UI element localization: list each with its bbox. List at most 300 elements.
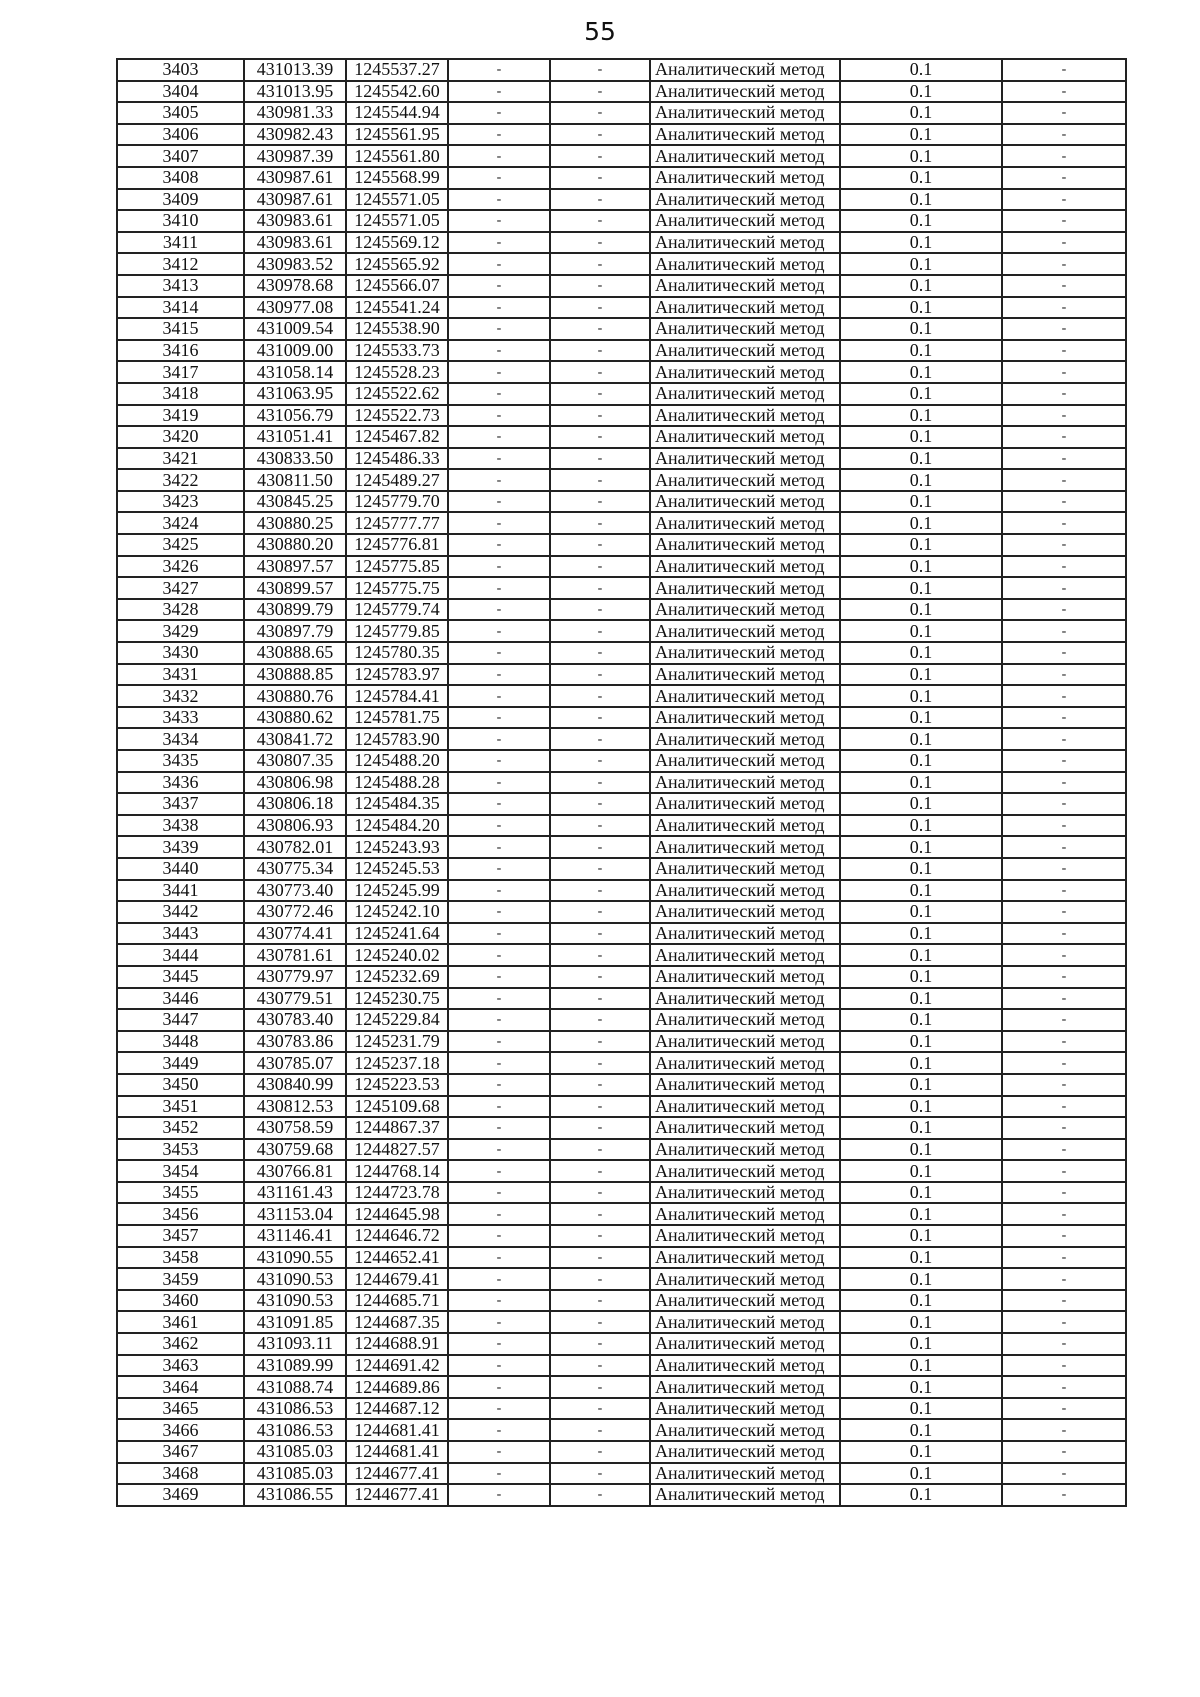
table-row — [117, 1311, 1126, 1333]
cell-point-number: 3409 — [117, 189, 244, 211]
cell-col-4: - — [448, 901, 550, 923]
cell-col-4: - — [448, 620, 550, 642]
cell-accuracy: 0.1 — [840, 1355, 1002, 1377]
cell-col-8: - — [1002, 1096, 1126, 1118]
cell-x-coordinate: 431146.41 — [244, 1225, 346, 1247]
cell-method: Аналитический метод — [650, 664, 840, 686]
cell-method: Аналитический метод — [650, 1247, 840, 1269]
cell-col-8: - — [1002, 1139, 1126, 1161]
cell-col-5: - — [550, 405, 650, 427]
cell-col-5: - — [550, 944, 650, 966]
cell-method: Аналитический метод — [650, 1376, 840, 1398]
cell-x-coordinate: 430987.61 — [244, 189, 346, 211]
cell-method: Аналитический метод — [650, 707, 840, 729]
cell-point-number: 3456 — [117, 1203, 244, 1225]
cell-col-8: - — [1002, 642, 1126, 664]
cell-x-coordinate: 430987.39 — [244, 145, 346, 167]
cell-col-8: - — [1002, 1247, 1126, 1269]
table-row — [117, 599, 1126, 621]
cell-col-4: - — [448, 815, 550, 837]
cell-col-5: - — [550, 815, 650, 837]
cell-point-number: 3418 — [117, 383, 244, 405]
cell-col-8: - — [1002, 1441, 1126, 1463]
cell-method: Аналитический метод — [650, 1419, 840, 1441]
cell-y-coordinate: 1245488.20 — [346, 750, 448, 772]
table-row — [117, 1247, 1126, 1269]
cell-point-number: 3463 — [117, 1355, 244, 1377]
table-row — [117, 620, 1126, 642]
cell-point-number: 3468 — [117, 1463, 244, 1485]
cell-col-8: - — [1002, 145, 1126, 167]
cell-col-5: - — [550, 275, 650, 297]
cell-col-8: - — [1002, 685, 1126, 707]
cell-method: Аналитический метод — [650, 102, 840, 124]
cell-x-coordinate: 430766.81 — [244, 1160, 346, 1182]
table-row — [117, 1290, 1126, 1312]
cell-col-4: - — [448, 772, 550, 794]
cell-y-coordinate: 1244867.37 — [346, 1117, 448, 1139]
cell-accuracy: 0.1 — [840, 297, 1002, 319]
cell-point-number: 3439 — [117, 836, 244, 858]
cell-method: Аналитический метод — [650, 145, 840, 167]
cell-accuracy: 0.1 — [840, 383, 1002, 405]
cell-col-4: - — [448, 750, 550, 772]
cell-col-5: - — [550, 793, 650, 815]
cell-col-8: - — [1002, 469, 1126, 491]
table-row — [117, 469, 1126, 491]
cell-col-8: - — [1002, 1311, 1126, 1333]
cell-method: Аналитический метод — [650, 361, 840, 383]
cell-accuracy: 0.1 — [840, 81, 1002, 103]
cell-y-coordinate: 1244723.78 — [346, 1182, 448, 1204]
cell-method: Аналитический метод — [650, 599, 840, 621]
cell-col-5: - — [550, 1031, 650, 1053]
cell-col-8: - — [1002, 1398, 1126, 1420]
cell-x-coordinate: 431090.53 — [244, 1290, 346, 1312]
cell-col-8: - — [1002, 1031, 1126, 1053]
cell-method: Аналитический метод — [650, 620, 840, 642]
cell-x-coordinate: 430880.20 — [244, 534, 346, 556]
table-row — [117, 685, 1126, 707]
cell-col-5: - — [550, 210, 650, 232]
cell-x-coordinate: 430880.62 — [244, 707, 346, 729]
cell-method: Аналитический метод — [650, 59, 840, 81]
cell-x-coordinate: 430806.18 — [244, 793, 346, 815]
cell-col-5: - — [550, 297, 650, 319]
cell-method: Аналитический метод — [650, 1441, 840, 1463]
cell-accuracy: 0.1 — [840, 1419, 1002, 1441]
cell-col-5: - — [550, 469, 650, 491]
cell-point-number: 3417 — [117, 361, 244, 383]
cell-y-coordinate: 1245783.90 — [346, 728, 448, 750]
cell-method: Аналитический метод — [650, 944, 840, 966]
cell-x-coordinate: 430779.97 — [244, 966, 346, 988]
cell-accuracy: 0.1 — [840, 1096, 1002, 1118]
cell-point-number: 3404 — [117, 81, 244, 103]
cell-col-4: - — [448, 1268, 550, 1290]
cell-method: Аналитический метод — [650, 901, 840, 923]
cell-x-coordinate: 431085.03 — [244, 1441, 346, 1463]
cell-y-coordinate: 1245542.60 — [346, 81, 448, 103]
table-body — [117, 59, 1126, 1506]
cell-point-number: 3421 — [117, 448, 244, 470]
cell-x-coordinate: 430782.01 — [244, 836, 346, 858]
cell-accuracy: 0.1 — [840, 1182, 1002, 1204]
cell-x-coordinate: 431161.43 — [244, 1182, 346, 1204]
cell-point-number: 3440 — [117, 858, 244, 880]
table-row — [117, 664, 1126, 686]
cell-col-5: - — [550, 880, 650, 902]
cell-y-coordinate: 1245561.95 — [346, 124, 448, 146]
cell-col-5: - — [550, 728, 650, 750]
cell-col-8: - — [1002, 772, 1126, 794]
cell-point-number: 3448 — [117, 1031, 244, 1053]
cell-col-5: - — [550, 383, 650, 405]
cell-col-4: - — [448, 1419, 550, 1441]
cell-point-number: 3406 — [117, 124, 244, 146]
cell-point-number: 3443 — [117, 923, 244, 945]
cell-col-8: - — [1002, 275, 1126, 297]
cell-accuracy: 0.1 — [840, 232, 1002, 254]
cell-col-5: - — [550, 923, 650, 945]
cell-col-8: - — [1002, 664, 1126, 686]
table-row — [117, 145, 1126, 167]
cell-y-coordinate: 1245779.70 — [346, 491, 448, 513]
cell-accuracy: 0.1 — [840, 664, 1002, 686]
cell-accuracy: 0.1 — [840, 1203, 1002, 1225]
cell-x-coordinate: 430774.41 — [244, 923, 346, 945]
cell-y-coordinate: 1245777.77 — [346, 512, 448, 534]
cell-col-5: - — [550, 1484, 650, 1506]
cell-method: Аналитический метод — [650, 1074, 840, 1096]
table-row — [117, 642, 1126, 664]
cell-method: Аналитический метод — [650, 685, 840, 707]
cell-accuracy: 0.1 — [840, 728, 1002, 750]
cell-point-number: 3427 — [117, 577, 244, 599]
cell-y-coordinate: 1245488.28 — [346, 772, 448, 794]
cell-x-coordinate: 430888.65 — [244, 642, 346, 664]
cell-point-number: 3425 — [117, 534, 244, 556]
cell-col-5: - — [550, 1376, 650, 1398]
cell-y-coordinate: 1245240.02 — [346, 944, 448, 966]
cell-col-8: - — [1002, 620, 1126, 642]
table-row — [117, 923, 1126, 945]
table-row — [117, 1203, 1126, 1225]
cell-point-number: 3428 — [117, 599, 244, 621]
cell-col-8: - — [1002, 1074, 1126, 1096]
cell-point-number: 3466 — [117, 1419, 244, 1441]
cell-point-number: 3442 — [117, 901, 244, 923]
cell-point-number: 3464 — [117, 1376, 244, 1398]
cell-x-coordinate: 431051.41 — [244, 426, 346, 448]
cell-col-8: - — [1002, 491, 1126, 513]
cell-method: Аналитический метод — [650, 448, 840, 470]
cell-col-4: - — [448, 1441, 550, 1463]
cell-point-number: 3414 — [117, 297, 244, 319]
cell-point-number: 3419 — [117, 405, 244, 427]
cell-col-5: - — [550, 707, 650, 729]
cell-y-coordinate: 1245533.73 — [346, 340, 448, 362]
cell-y-coordinate: 1245571.05 — [346, 210, 448, 232]
cell-col-4: - — [448, 124, 550, 146]
cell-method: Аналитический метод — [650, 1484, 840, 1506]
cell-method: Аналитический метод — [650, 1311, 840, 1333]
table-row — [117, 253, 1126, 275]
cell-x-coordinate: 430807.35 — [244, 750, 346, 772]
table-row — [117, 1096, 1126, 1118]
cell-accuracy: 0.1 — [840, 836, 1002, 858]
cell-point-number: 3462 — [117, 1333, 244, 1355]
cell-method: Аналитический метод — [650, 728, 840, 750]
cell-accuracy: 0.1 — [840, 685, 1002, 707]
cell-accuracy: 0.1 — [840, 426, 1002, 448]
table-row — [117, 1031, 1126, 1053]
cell-method: Аналитический метод — [650, 923, 840, 945]
cell-x-coordinate: 431063.95 — [244, 383, 346, 405]
cell-point-number: 3461 — [117, 1311, 244, 1333]
cell-col-4: - — [448, 1096, 550, 1118]
cell-col-4: - — [448, 1182, 550, 1204]
cell-col-5: - — [550, 426, 650, 448]
cell-col-4: - — [448, 1290, 550, 1312]
cell-method: Аналитический метод — [650, 1052, 840, 1074]
cell-point-number: 3433 — [117, 707, 244, 729]
cell-x-coordinate: 430978.68 — [244, 275, 346, 297]
cell-point-number: 3460 — [117, 1290, 244, 1312]
cell-col-5: - — [550, 1441, 650, 1463]
cell-accuracy: 0.1 — [840, 124, 1002, 146]
cell-col-4: - — [448, 1484, 550, 1506]
cell-col-8: - — [1002, 167, 1126, 189]
cell-col-8: - — [1002, 361, 1126, 383]
cell-col-5: - — [550, 966, 650, 988]
cell-col-5: - — [550, 1419, 650, 1441]
cell-y-coordinate: 1244687.35 — [346, 1311, 448, 1333]
cell-col-4: - — [448, 707, 550, 729]
cell-point-number: 3465 — [117, 1398, 244, 1420]
cell-y-coordinate: 1245776.81 — [346, 534, 448, 556]
table-row — [117, 901, 1126, 923]
cell-x-coordinate: 430982.43 — [244, 124, 346, 146]
cell-y-coordinate: 1245467.82 — [346, 426, 448, 448]
cell-col-5: - — [550, 534, 650, 556]
cell-accuracy: 0.1 — [840, 815, 1002, 837]
cell-col-8: - — [1002, 901, 1126, 923]
cell-y-coordinate: 1244689.86 — [346, 1376, 448, 1398]
cell-col-5: - — [550, 1139, 650, 1161]
cell-method: Аналитический метод — [650, 1009, 840, 1031]
cell-col-4: - — [448, 448, 550, 470]
cell-y-coordinate: 1245528.23 — [346, 361, 448, 383]
cell-method: Аналитический метод — [650, 405, 840, 427]
cell-col-4: - — [448, 556, 550, 578]
cell-accuracy: 0.1 — [840, 944, 1002, 966]
cell-col-4: - — [448, 1398, 550, 1420]
cell-accuracy: 0.1 — [840, 620, 1002, 642]
table-row — [117, 858, 1126, 880]
cell-y-coordinate: 1245569.12 — [346, 232, 448, 254]
cell-col-4: - — [448, 59, 550, 81]
cell-col-5: - — [550, 1311, 650, 1333]
cell-col-5: - — [550, 253, 650, 275]
table-row — [117, 512, 1126, 534]
cell-y-coordinate: 1244679.41 — [346, 1268, 448, 1290]
cell-col-4: - — [448, 858, 550, 880]
cell-col-4: - — [448, 1139, 550, 1161]
cell-y-coordinate: 1244827.57 — [346, 1139, 448, 1161]
cell-col-5: - — [550, 750, 650, 772]
cell-y-coordinate: 1245243.93 — [346, 836, 448, 858]
cell-method: Аналитический метод — [650, 836, 840, 858]
cell-col-4: - — [448, 685, 550, 707]
cell-col-5: - — [550, 361, 650, 383]
cell-accuracy: 0.1 — [840, 1311, 1002, 1333]
cell-point-number: 3444 — [117, 944, 244, 966]
cell-x-coordinate: 430888.85 — [244, 664, 346, 686]
cell-col-4: - — [448, 491, 550, 513]
cell-col-5: - — [550, 1290, 650, 1312]
cell-col-4: - — [448, 210, 550, 232]
cell-y-coordinate: 1244645.98 — [346, 1203, 448, 1225]
cell-col-8: - — [1002, 512, 1126, 534]
cell-accuracy: 0.1 — [840, 1139, 1002, 1161]
cell-method: Аналитический метод — [650, 1160, 840, 1182]
cell-col-5: - — [550, 556, 650, 578]
table-row — [117, 167, 1126, 189]
table-row — [117, 383, 1126, 405]
cell-y-coordinate: 1245231.79 — [346, 1031, 448, 1053]
cell-col-8: - — [1002, 1160, 1126, 1182]
cell-x-coordinate: 430772.46 — [244, 901, 346, 923]
cell-y-coordinate: 1245541.24 — [346, 297, 448, 319]
table-row — [117, 577, 1126, 599]
coordinates-table — [116, 58, 1127, 1507]
cell-col-4: - — [448, 944, 550, 966]
cell-col-5: - — [550, 1160, 650, 1182]
cell-col-4: - — [448, 253, 550, 275]
cell-col-4: - — [448, 469, 550, 491]
cell-col-5: - — [550, 1268, 650, 1290]
table-row — [117, 340, 1126, 362]
table-row — [117, 1074, 1126, 1096]
cell-y-coordinate: 1245571.05 — [346, 189, 448, 211]
cell-col-4: - — [448, 1117, 550, 1139]
table-row — [117, 189, 1126, 211]
cell-col-4: - — [448, 1009, 550, 1031]
cell-col-4: - — [448, 102, 550, 124]
cell-point-number: 3469 — [117, 1484, 244, 1506]
cell-col-4: - — [448, 577, 550, 599]
cell-point-number: 3407 — [117, 145, 244, 167]
cell-col-8: - — [1002, 253, 1126, 275]
cell-col-4: - — [448, 383, 550, 405]
cell-method: Аналитический метод — [650, 772, 840, 794]
cell-col-5: - — [550, 1463, 650, 1485]
cell-method: Аналитический метод — [650, 81, 840, 103]
cell-x-coordinate: 430758.59 — [244, 1117, 346, 1139]
cell-x-coordinate: 431086.53 — [244, 1419, 346, 1441]
cell-y-coordinate: 1245784.41 — [346, 685, 448, 707]
cell-col-8: - — [1002, 383, 1126, 405]
cell-method: Аналитический метод — [650, 383, 840, 405]
cell-x-coordinate: 430845.25 — [244, 491, 346, 513]
cell-y-coordinate: 1245242.10 — [346, 901, 448, 923]
table-row — [117, 448, 1126, 470]
table-row — [117, 1117, 1126, 1139]
cell-y-coordinate: 1245568.99 — [346, 167, 448, 189]
cell-col-5: - — [550, 858, 650, 880]
cell-col-5: - — [550, 1333, 650, 1355]
cell-x-coordinate: 431056.79 — [244, 405, 346, 427]
cell-method: Аналитический метод — [650, 966, 840, 988]
cell-point-number: 3432 — [117, 685, 244, 707]
cell-accuracy: 0.1 — [840, 750, 1002, 772]
cell-col-5: - — [550, 988, 650, 1010]
cell-accuracy: 0.1 — [840, 1398, 1002, 1420]
cell-col-5: - — [550, 685, 650, 707]
cell-col-5: - — [550, 491, 650, 513]
cell-col-5: - — [550, 124, 650, 146]
table-row — [117, 1484, 1126, 1506]
cell-col-5: - — [550, 1355, 650, 1377]
cell-col-4: - — [448, 167, 550, 189]
cell-col-4: - — [448, 1333, 550, 1355]
cell-point-number: 3458 — [117, 1247, 244, 1269]
table-row — [117, 534, 1126, 556]
cell-point-number: 3435 — [117, 750, 244, 772]
cell-accuracy: 0.1 — [840, 577, 1002, 599]
cell-col-5: - — [550, 1225, 650, 1247]
cell-col-4: - — [448, 1052, 550, 1074]
cell-y-coordinate: 1245522.62 — [346, 383, 448, 405]
cell-col-4: - — [448, 1247, 550, 1269]
cell-col-8: - — [1002, 728, 1126, 750]
table-row — [117, 1463, 1126, 1485]
cell-x-coordinate: 430775.34 — [244, 858, 346, 880]
cell-point-number: 3454 — [117, 1160, 244, 1182]
cell-y-coordinate: 1245561.80 — [346, 145, 448, 167]
cell-method: Аналитический метод — [650, 1139, 840, 1161]
cell-x-coordinate: 430840.99 — [244, 1074, 346, 1096]
cell-x-coordinate: 430773.40 — [244, 880, 346, 902]
cell-col-5: - — [550, 642, 650, 664]
cell-y-coordinate: 1245237.18 — [346, 1052, 448, 1074]
cell-col-8: - — [1002, 426, 1126, 448]
cell-col-4: - — [448, 836, 550, 858]
cell-col-8: - — [1002, 1182, 1126, 1204]
cell-accuracy: 0.1 — [840, 1052, 1002, 1074]
cell-point-number: 3426 — [117, 556, 244, 578]
cell-x-coordinate: 430899.79 — [244, 599, 346, 621]
cell-point-number: 3415 — [117, 318, 244, 340]
table-row — [117, 405, 1126, 427]
cell-x-coordinate: 430783.40 — [244, 1009, 346, 1031]
cell-y-coordinate: 1245489.27 — [346, 469, 448, 491]
cell-col-8: - — [1002, 1203, 1126, 1225]
table-row — [117, 297, 1126, 319]
cell-x-coordinate: 431013.95 — [244, 81, 346, 103]
cell-y-coordinate: 1244646.72 — [346, 1225, 448, 1247]
cell-col-5: - — [550, 1247, 650, 1269]
cell-col-5: - — [550, 232, 650, 254]
cell-x-coordinate: 430759.68 — [244, 1139, 346, 1161]
cell-col-8: - — [1002, 102, 1126, 124]
cell-y-coordinate: 1245232.69 — [346, 966, 448, 988]
cell-accuracy: 0.1 — [840, 1441, 1002, 1463]
cell-method: Аналитический метод — [650, 1398, 840, 1420]
cell-y-coordinate: 1245775.85 — [346, 556, 448, 578]
cell-point-number: 3447 — [117, 1009, 244, 1031]
